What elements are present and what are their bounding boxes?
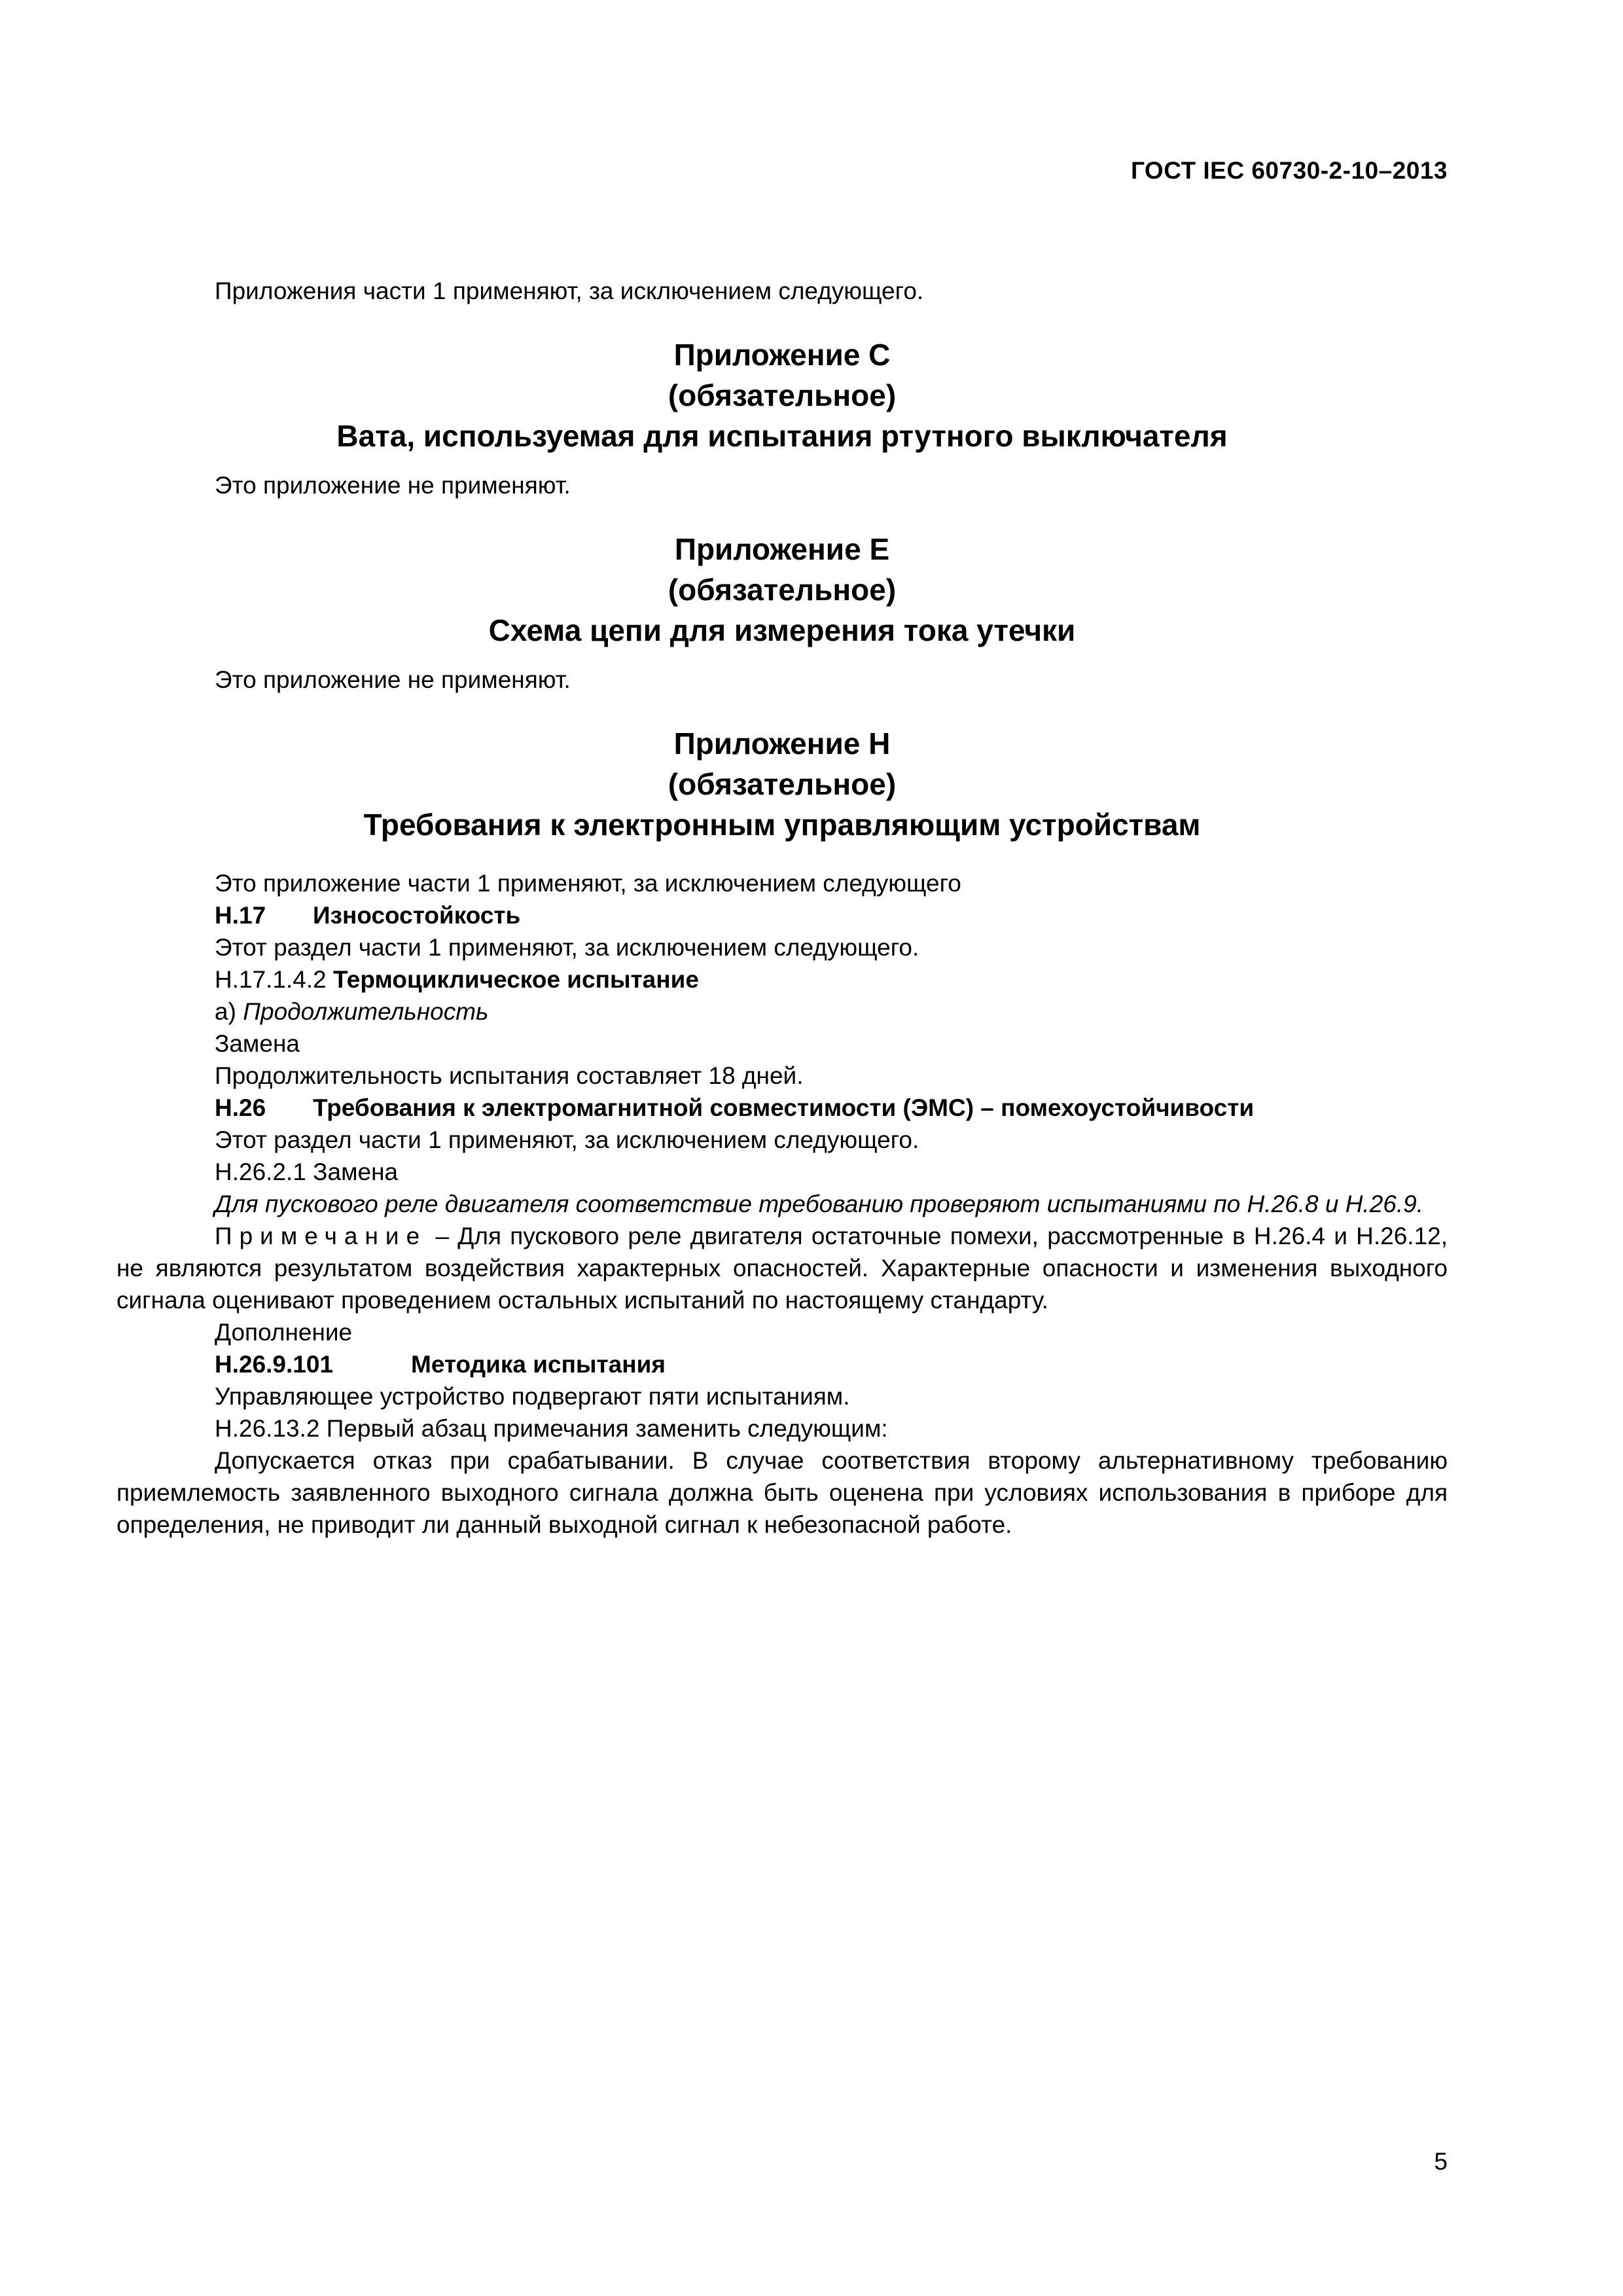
clause-h2621-number: Н.26.2.1 (215, 1158, 306, 1185)
clause-h269101-heading (116, 1348, 1448, 1380)
clause-h269101-number: Н.26.9.101 (215, 1351, 334, 1378)
final-paragraph: Допускается отказ при срабатывании. В случае соответствия второму альтернативному требованию приемлемость заявленного выходного сигнала должна быть оценена при условиях использования в приборе для определения, не приводит ли данный выходной сигнал к небезопасной работе. (116, 1447, 1448, 1538)
clause-h26132 (116, 1412, 1448, 1444)
test-duration: Продолжительность испытания составляет 18 дней. (215, 1062, 804, 1089)
clause-h26-title: Требования к электромагнитной совместимости (ЭМС) – помехоустойчивости (313, 1094, 1255, 1121)
item-a-text: Продолжительность (243, 998, 489, 1025)
annex-h-heading (116, 723, 1448, 845)
note-text: – Для пускового реле двигателя остаточные помехи, рассмотренные в Н.26.4 и Н.26.12, не являются результатом воздействия характерных опасностей. Характерные опасности и изменения выходного сигнала оценивают проведением остальных испытаний по настоящему стандарту. (116, 1223, 1448, 1314)
replacement-label: Замена (215, 1030, 300, 1057)
clause-h26-heading (116, 1092, 1448, 1124)
motor-relay-requirement: Для пускового реле двигателя соответствие требованию проверяют испытаниями по Н.26.8 и Н.26.9. (215, 1191, 1423, 1217)
annex-e-title: Приложение Е (674, 532, 890, 566)
clause-h269101-text: Управляющее устройство подвергают пяти испытаниям. (215, 1383, 850, 1410)
annex-e-text: Это приложение не применяют. (215, 666, 571, 693)
intro-paragraph: Приложения части 1 применяют, за исключением следующего. (215, 278, 924, 304)
annex-e-name: Схема цепи для измерения тока утечки (488, 613, 1076, 647)
page-number: 5 (1434, 2148, 1448, 2175)
annex-c-text: Это приложение не применяют. (215, 472, 571, 499)
clause-h17-text: Этот раздел части 1 применяют, за исключением следующего. (215, 934, 919, 961)
item-a-label: а) (215, 998, 236, 1025)
annex-c-status: (обязательное) (668, 378, 897, 412)
annex-h-title: Приложение Н (673, 726, 891, 761)
note-label: Примечание (215, 1223, 427, 1249)
clause-h2621-text: Замена (313, 1158, 399, 1185)
clause-h26132-text: Первый абзац примечания заменить следующим: (326, 1415, 888, 1442)
annex-c-heading (116, 334, 1448, 456)
annex-c-title: Приложение С (673, 338, 891, 372)
clause-h269101-title: Методика испытания (411, 1351, 666, 1378)
annex-e-heading (116, 529, 1448, 651)
annex-c-name: Вата, используемая для испытания ртутного выключателя (336, 419, 1228, 453)
standard-code: ГОСТ IEC 60730-2-10–2013 (1130, 157, 1448, 184)
clause-h26-text: Этот раздел части 1 применяют, за исключением следующего. (215, 1126, 919, 1153)
item-a (116, 996, 1448, 1028)
addition-label: Дополнение (215, 1319, 353, 1346)
clause-h17-number: Н.17 (215, 902, 266, 929)
page-content (116, 275, 1448, 1541)
annex-h-intro: Это приложение части 1 применяют, за исключением следующего (215, 870, 961, 897)
clause-h17142-number: Н.17.1.4.2 (215, 966, 327, 993)
annex-e-status: (обязательное) (668, 573, 897, 607)
clause-h17142-heading (116, 963, 1448, 996)
note-paragraph (116, 1220, 1448, 1316)
clause-h17-heading (116, 899, 1448, 931)
clause-h17142-title: Термоциклическое испытание (333, 966, 699, 993)
clause-h26132-number: Н.26.13.2 (215, 1415, 320, 1442)
clause-h26-number: Н.26 (215, 1094, 266, 1121)
annex-h-name: Требования к электронным управляющим устройствам (363, 808, 1201, 842)
clause-h2621 (116, 1156, 1448, 1188)
annex-h-status: (обязательное) (668, 767, 897, 801)
clause-h17-title: Износостойкость (313, 902, 521, 929)
